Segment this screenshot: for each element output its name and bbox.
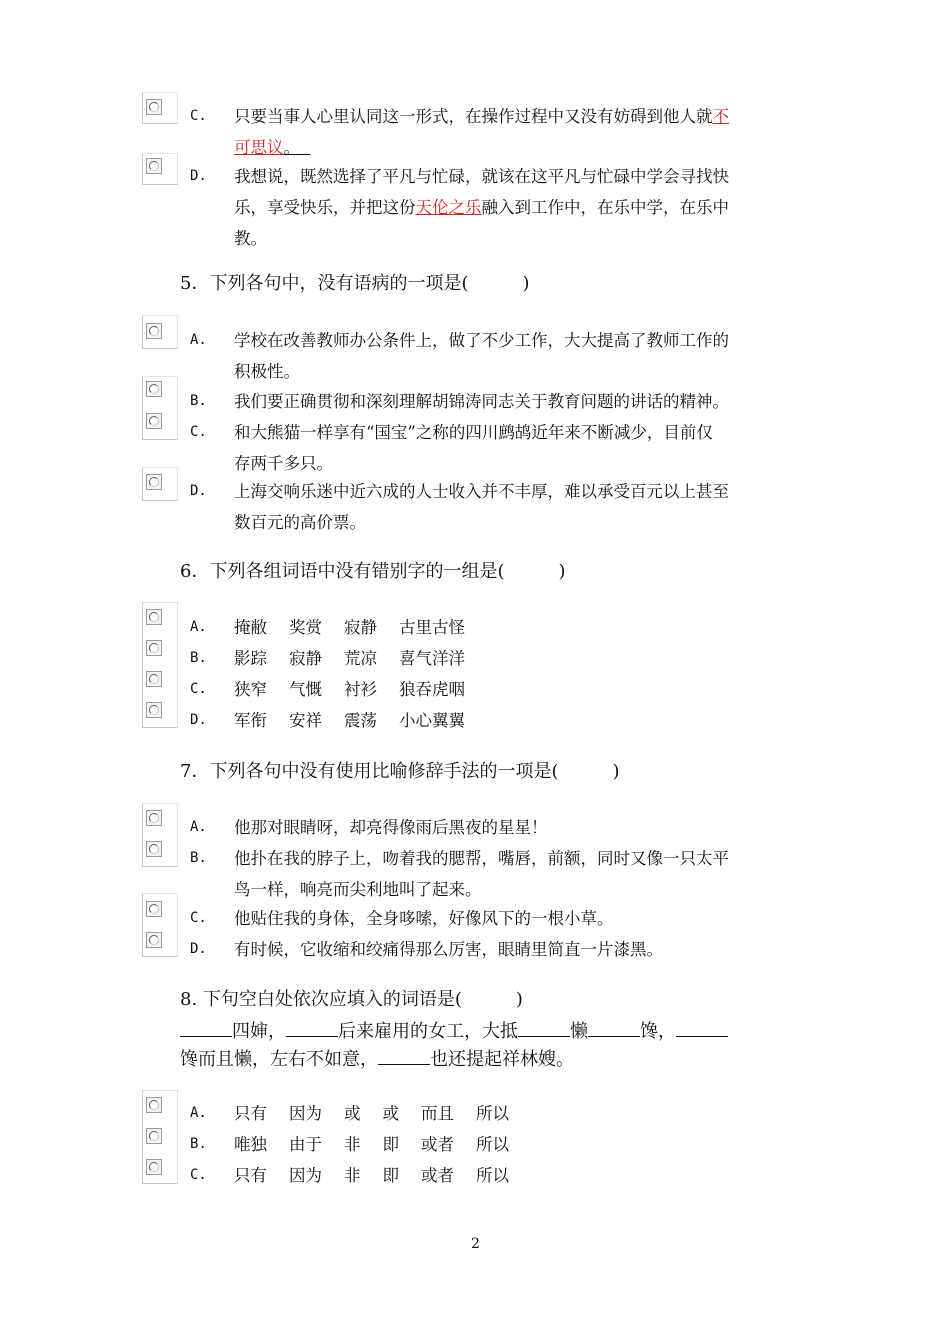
radio-option-5b[interactable] <box>146 381 162 397</box>
page-number: 2 <box>471 1236 480 1252</box>
radio-option-5a[interactable] <box>146 323 162 339</box>
radio-option-8b[interactable] <box>146 1128 162 1144</box>
radio-option-7b[interactable] <box>146 841 162 857</box>
radio-option-4d[interactable] <box>146 158 162 174</box>
radio-option-5d[interactable] <box>146 474 162 490</box>
fill-blank <box>588 1018 640 1037</box>
radio-option-8c[interactable] <box>146 1159 162 1175</box>
fill-blank <box>286 1018 338 1037</box>
fill-blank <box>180 1018 232 1037</box>
option-text: 只要当事人心里认同这一形式，在操作过程中又没有妨碍到他人就 <box>234 107 713 126</box>
question-5-title: 5．下列各句中，没有语病的一项是( ) <box>180 273 530 294</box>
radio-option-7d[interactable] <box>146 932 162 948</box>
radio-option-6c[interactable] <box>146 671 162 687</box>
highlighted-phrase: 不 <box>712 107 729 126</box>
radio-option-6b[interactable] <box>146 640 162 656</box>
radio-option-6d[interactable] <box>146 702 162 718</box>
radio-option-6a[interactable] <box>146 609 162 625</box>
question-8-title: 8. 下句空白处依次应填入的词语是( ) <box>180 989 523 1010</box>
fill-blank <box>518 1018 570 1037</box>
radio-option-7c[interactable] <box>146 901 162 917</box>
question-8-passage: 四婶， 后来雇用的女工，大抵 懒 馋， 馋而且懒，左右不如意， 也还提起祥林嫂。 <box>180 1018 728 1074</box>
highlighted-phrase: 可思议 <box>234 138 284 157</box>
highlighted-phrase: 天伦之乐 <box>415 198 482 217</box>
question-7-title: 7．下列各句中没有使用比喻修辞手法的一项是( ) <box>180 761 620 782</box>
fill-blank <box>378 1046 430 1065</box>
radio-option-7a[interactable] <box>146 810 162 826</box>
radio-option-4c[interactable] <box>146 99 162 115</box>
radio-option-8a[interactable] <box>146 1097 162 1113</box>
radio-option-5c[interactable] <box>146 413 162 429</box>
question-6-title: 6．下列各组词语中没有错别字的一组是( ) <box>180 561 566 582</box>
fill-blank <box>676 1018 728 1037</box>
